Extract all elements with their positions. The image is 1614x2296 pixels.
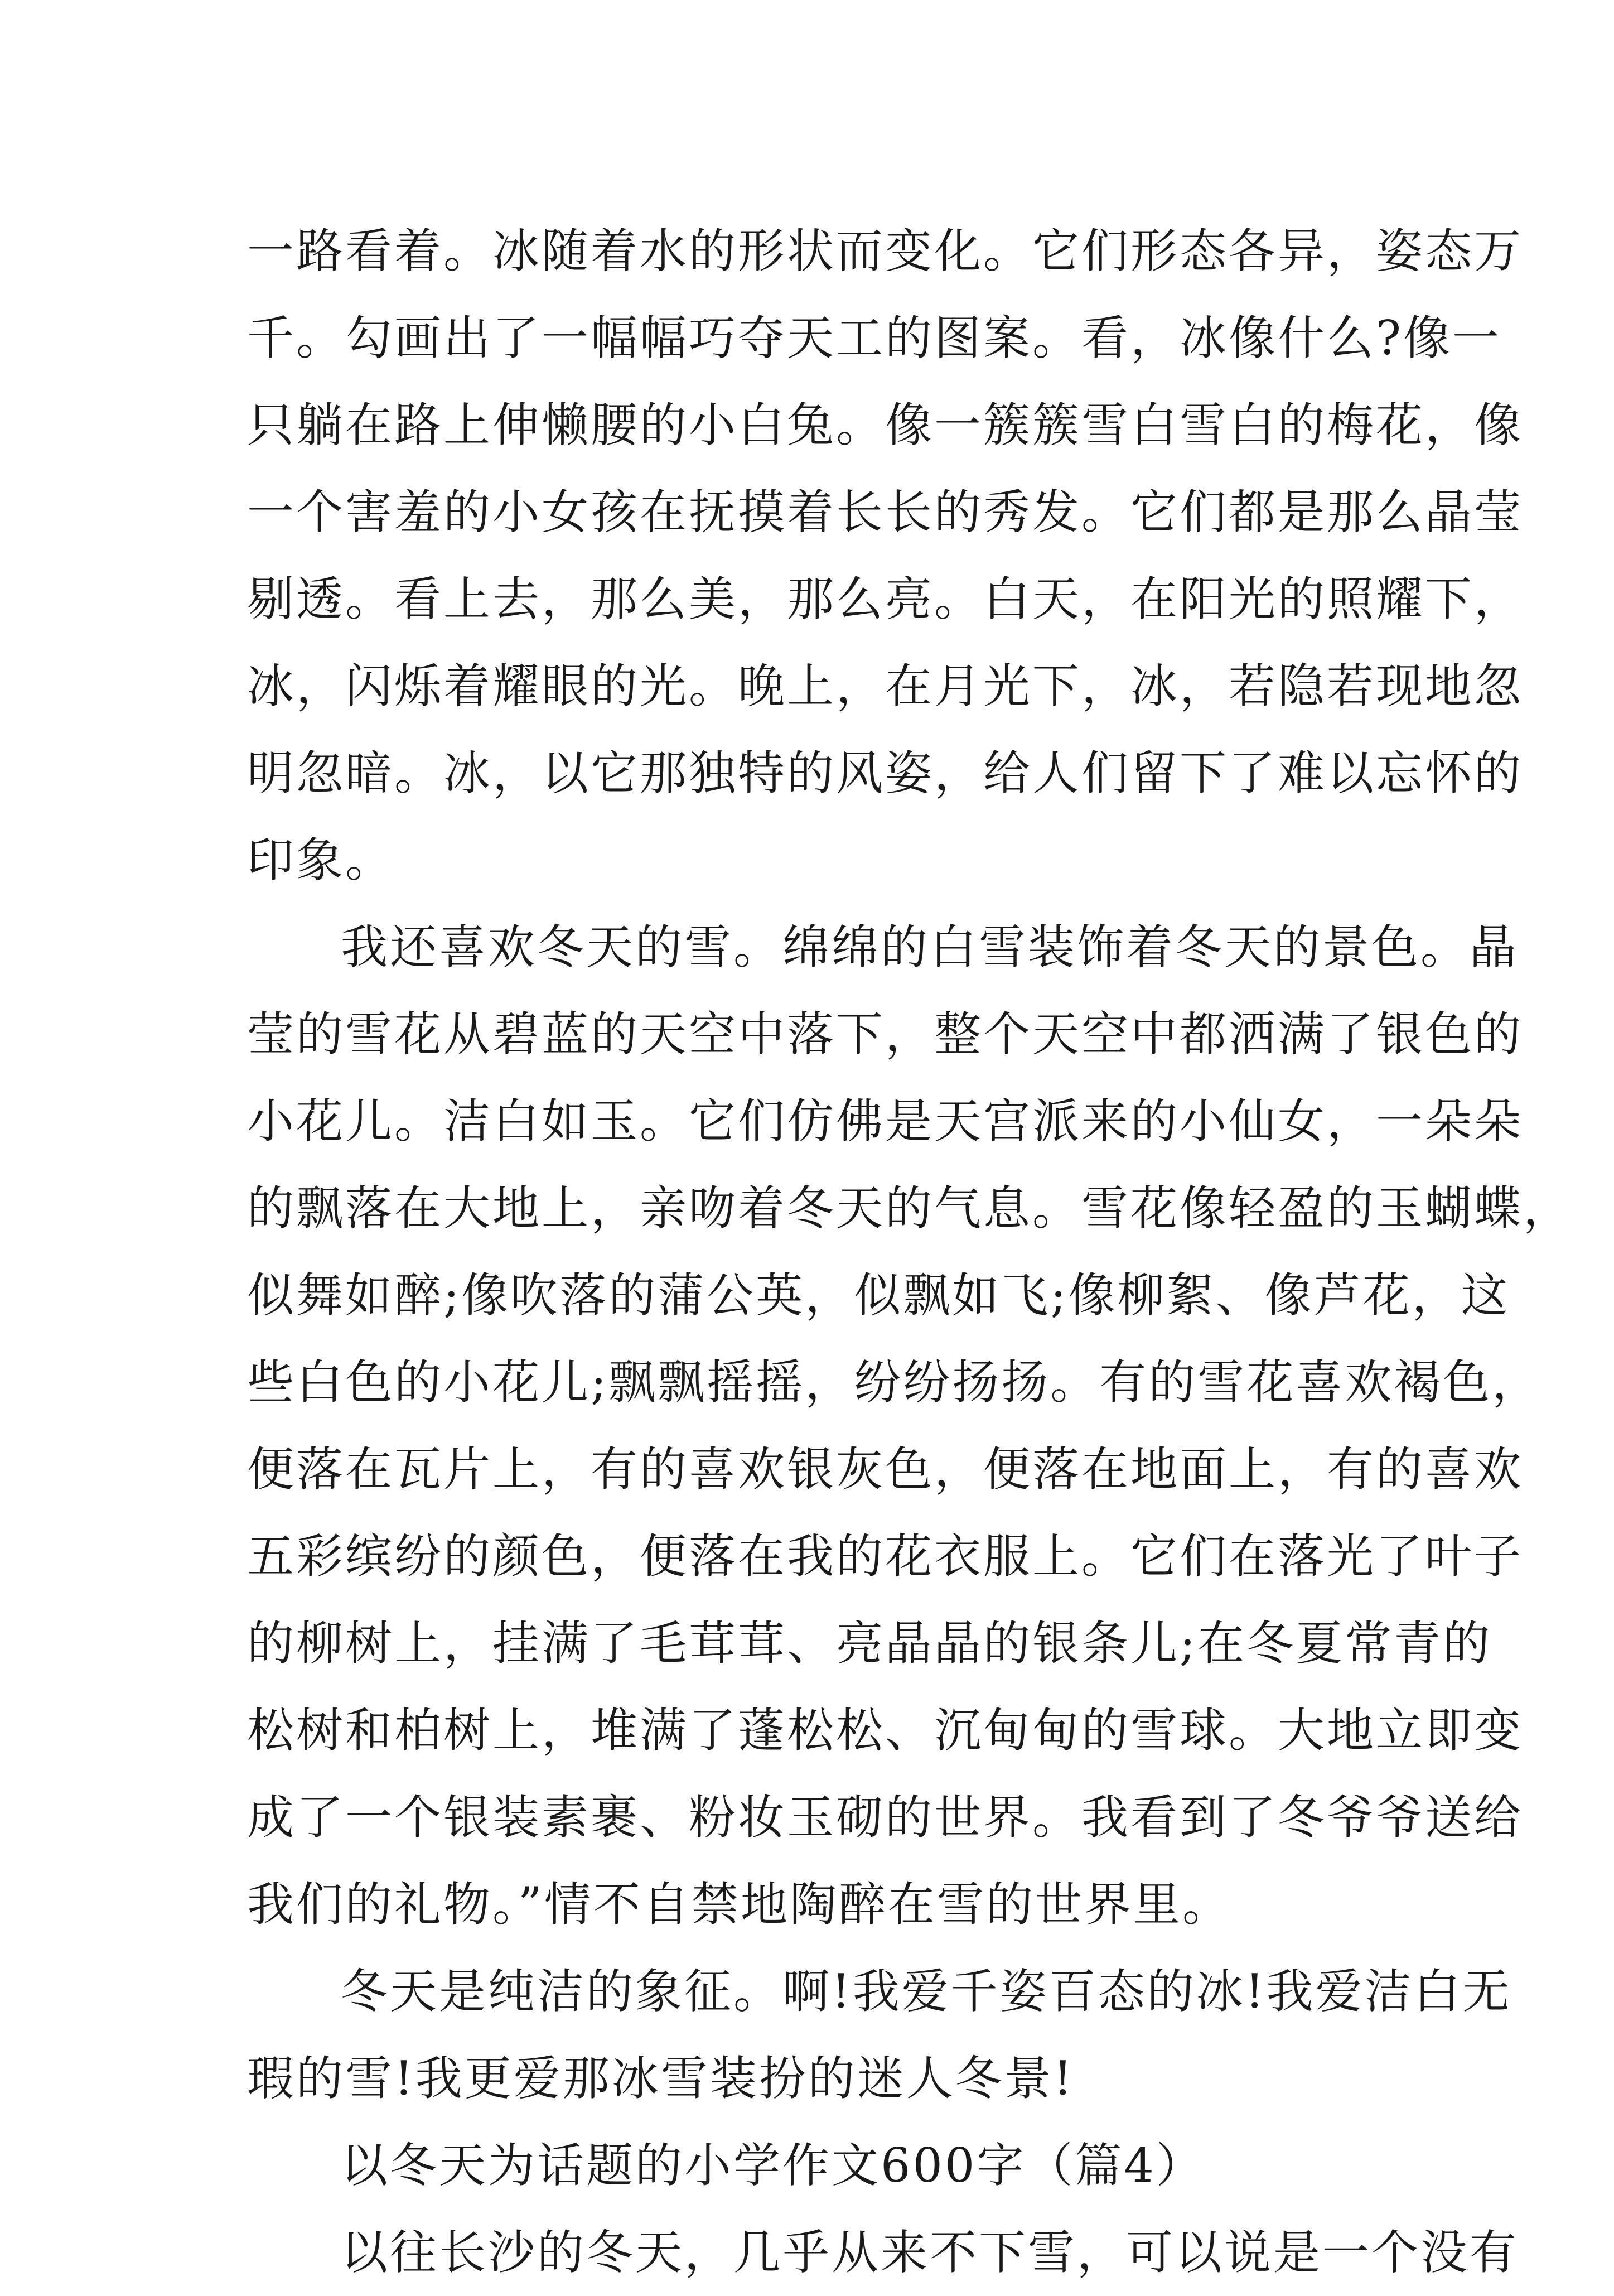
- text-line: 只躺在路上伸懒腰的小白兔。像一簇簇雪白雪白的梅花，像: [247, 398, 1524, 452]
- text-line: 的飘落在大地上，亲吻着冬天的气息。雪花像轻盈的玉蝴蝶，: [247, 1181, 1573, 1236]
- text-line: 五彩缤纷的颜色，便落在我的花衣服上。它们在落光了叶子: [247, 1529, 1524, 1584]
- text-line: 印象。: [247, 833, 395, 887]
- text-line: 以冬天为话题的小学作文600字（篇4）: [341, 2138, 1205, 2193]
- text-line: 一路看着。冰随着水的形状而变化。它们形态各异，姿态万: [247, 224, 1524, 278]
- text-line: 冰，闪烁着耀眼的光。晚上，在月光下，冰，若隐若现地忽: [247, 659, 1524, 713]
- body-text: [247, 208, 1573, 2296]
- text-line: 便落在瓦片上，有的喜欢银灰色，便落在地面上，有的喜欢: [247, 1442, 1524, 1497]
- text-line: 的柳树上，挂满了毛茸茸、亮晶晶的银条儿;在冬夏常青的: [247, 1616, 1492, 1671]
- text-line: 千。勾画出了一幅幅巧夺天工的图案。看，冰像什么?像一: [247, 311, 1502, 365]
- text-line: 些白色的小花儿;飘飘摇摇，纷纷扬扬。有的雪花喜欢褐色，: [247, 1355, 1541, 1410]
- text-line: 似舞如醉;像吹落的蒲公英，似飘如飞;像柳絮、像芦花，这: [247, 1268, 1510, 1323]
- text-line: 剔透。看上去，那么美，那么亮。白天，在阳光的照耀下，: [247, 572, 1524, 626]
- text-line: 莹的雪花从碧蓝的天空中落下，整个天空中都洒满了银色的: [247, 1007, 1524, 1062]
- text-line: 我们的礼物。”情不自禁地陶醉在雪的世界里。: [247, 1877, 1231, 1932]
- text-line: 冬天是纯洁的象征。啊!我爱千姿百态的冰!我爱洁白无: [341, 1964, 1512, 2019]
- text-line: 瑕的雪!我更爱那冰雪装扮的迷人冬景!: [247, 2051, 1075, 2106]
- text-line: 一个害羞的小女孩在抚摸着长长的秀发。它们都是那么晶莹: [247, 485, 1524, 539]
- text-line: 成了一个银装素裹、粉妆玉砌的世界。我看到了冬爷爷送给: [247, 1790, 1524, 1845]
- text-line: 松树和柏树上，堆满了蓬松松、沉甸甸的雪球。大地立即变: [247, 1703, 1524, 1758]
- text-line: 我还喜欢冬天的雪。绵绵的白雪装饰着冬天的景色。晶: [341, 920, 1519, 975]
- text-line: 小花儿。洁白如玉。它们仿佛是天宫派来的小仙女，一朵朵: [247, 1094, 1524, 1149]
- text-line: 明忽暗。冰，以它那独特的风姿，给人们留下了难以忘怀的: [247, 746, 1524, 800]
- text-line: 以往长沙的冬天，几乎从来不下雪，可以说是一个没有: [341, 2225, 1519, 2280]
